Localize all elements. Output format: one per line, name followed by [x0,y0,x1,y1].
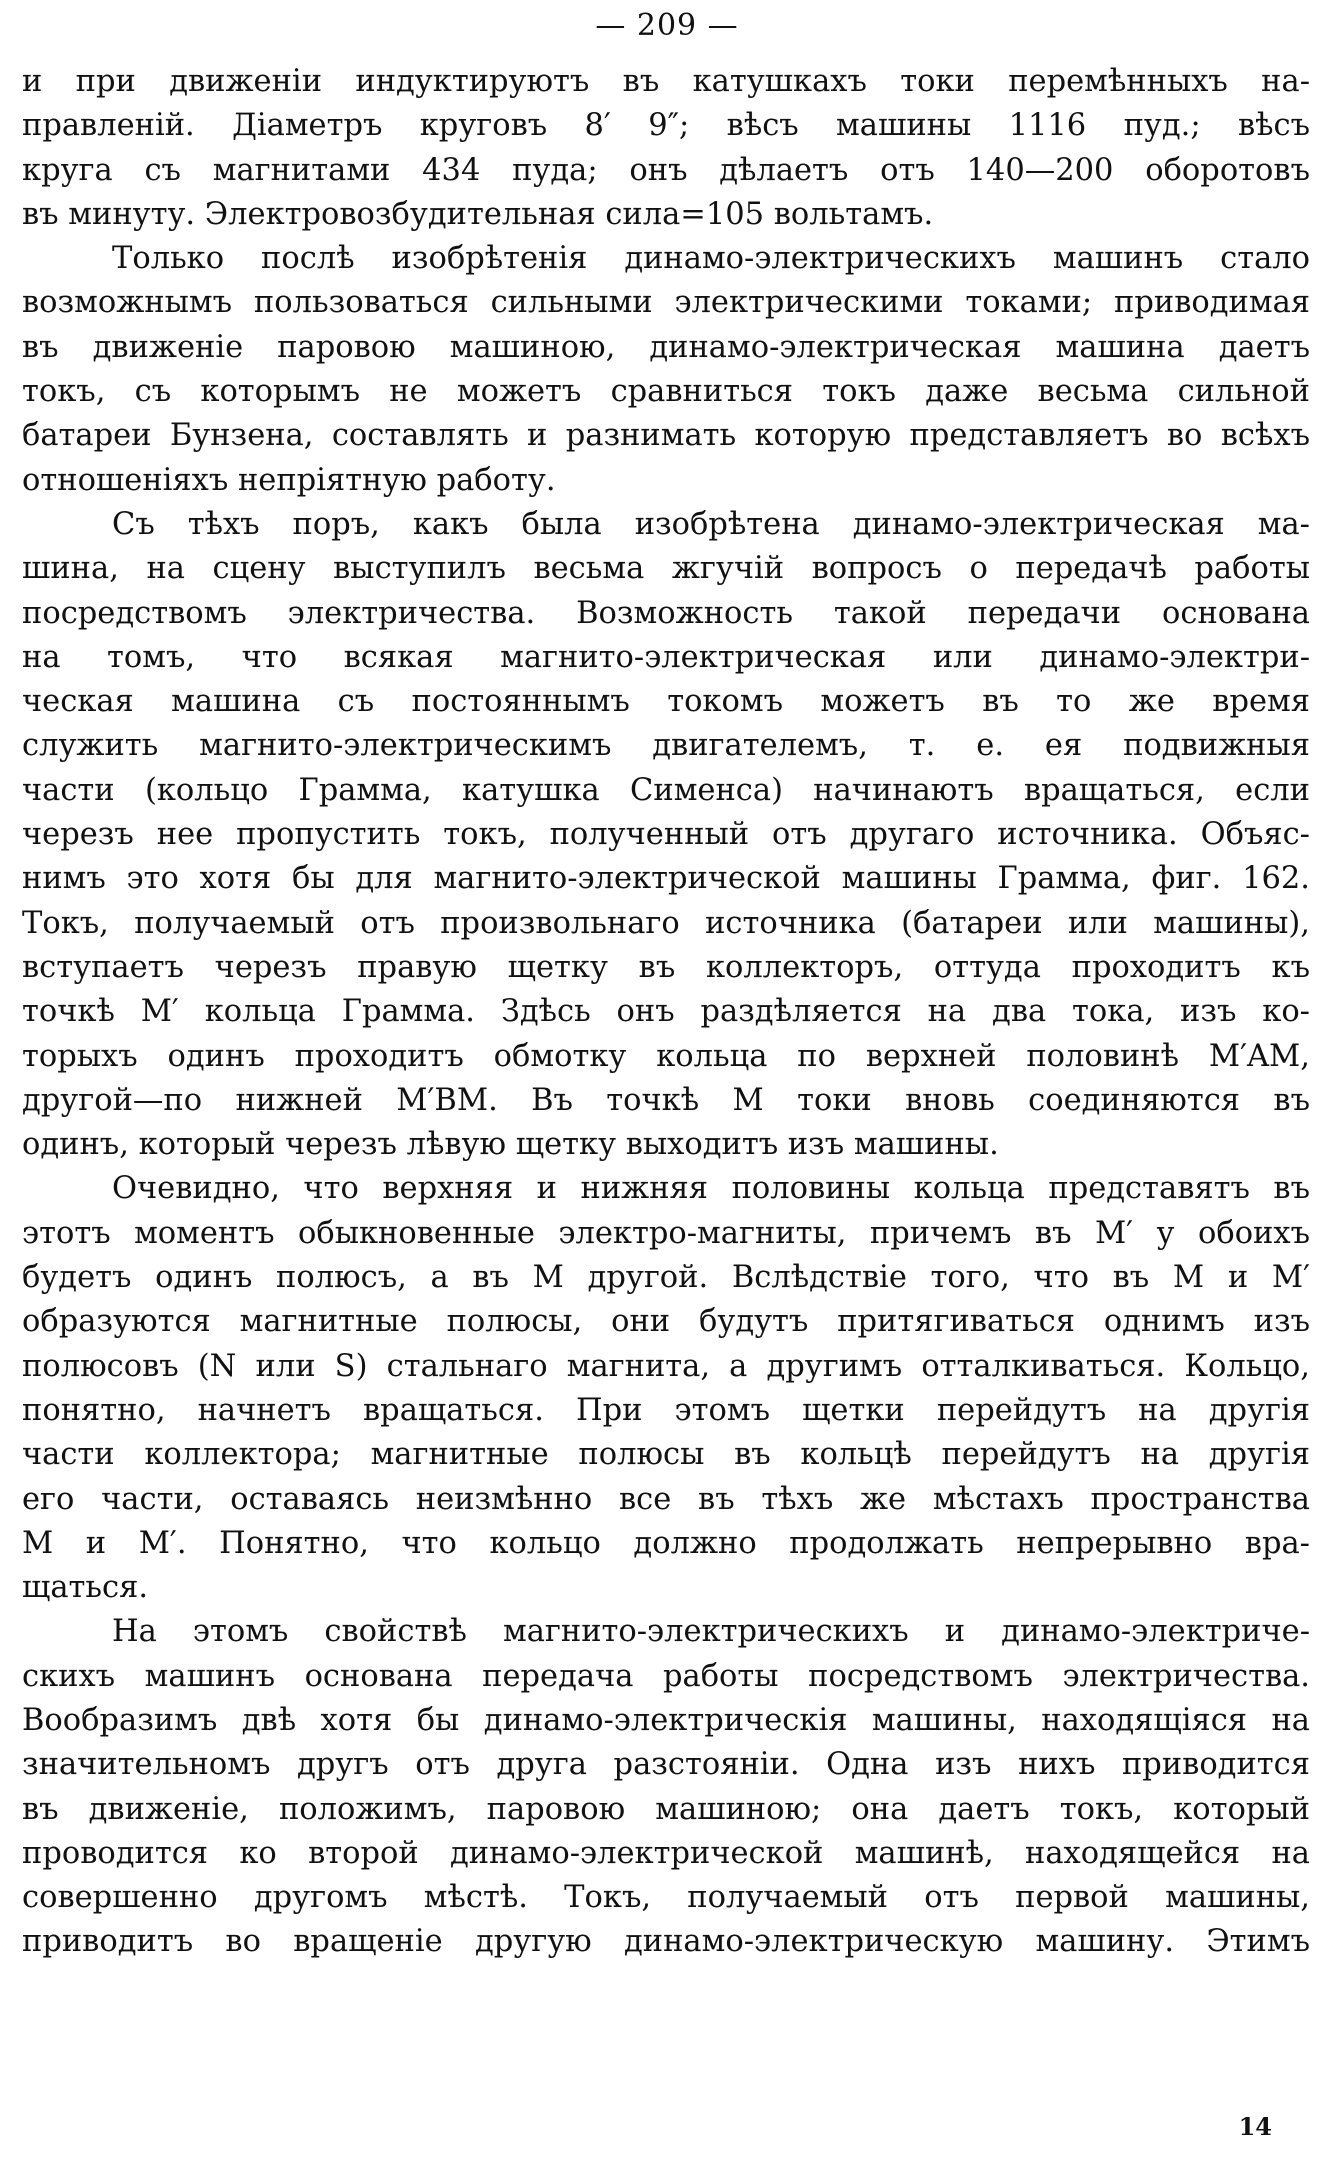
text-line: точкѣ M′ кольца Грамма. Здѣсь онъ раздѣляется на два тока, изъ ко- [22,994,1310,1030]
text-line: нимъ это хотя бы для магнито-электрической машины Грамма, фиг. 162. [22,861,1310,897]
signature-mark: 14 [1238,2112,1272,2141]
text-line: круга съ магнитами 434 пуда; онъ дѣлаетъ отъ 140—200 оборотовъ [22,152,1310,188]
paragraph-3 [22,503,1310,1167]
text-line: совершенно другомъ мѣстѣ. Токъ, получаемый отъ первой машины, [22,1880,1310,1916]
paragraph-4 [22,1167,1310,1610]
body-text [22,60,1310,1965]
text-line: токъ, съ которымъ не можетъ сравниться токъ даже весьма сильной [22,374,1310,410]
text-line: ческая машина съ постояннымъ токомъ можетъ въ то же время [22,684,1310,720]
text-line: Съ тѣхъ поръ, какъ была изобрѣтена динамо-электрическая ма- [112,506,1310,542]
text-line: На этомъ свойствѣ магнито-электрическихъ и динамо-электриче- [112,1614,1310,1650]
text-line: Только послѣ изобрѣтенія динамо-электрическихъ машинъ стало [112,241,1310,277]
text-line: щаться. [22,1570,149,1606]
text-line: Токъ, получаемый отъ произвольнаго источника (батареи или машины), [22,905,1310,941]
text-line: и при движеніи индуктируютъ въ катушкахъ токи перемѣнныхъ на- [22,64,1310,99]
text-line: скихъ машинъ основана передача работы посредствомъ электричества. [22,1658,1310,1694]
paragraph-2 [22,237,1310,503]
text-line: посредствомъ электричества. Возможность такой передачи основана [22,595,1310,631]
text-line: M и M′. Понятно, что кольцо должно продолжать непрерывно вра- [22,1525,1310,1561]
text-line: одинъ, который черезъ лѣвую щетку выходитъ изъ машины. [22,1127,999,1163]
text-line: въ минуту. Электровозбудительная сила=105 вольтамъ. [22,196,934,232]
text-line: образуются магнитные полюсы, они будутъ притягиваться однимъ изъ [22,1304,1310,1340]
text-line: вступаетъ черезъ правую щетку въ коллекторъ, оттуда проходитъ къ [22,949,1310,985]
text-line: приводитъ во вращеніе другую динамо-электрическую машину. Этимъ [22,1924,1310,1960]
paragraph-5 [22,1610,1310,1964]
text-line: въ движеніе паровою машиною, динамо-электрическая машина даетъ [22,329,1310,365]
text-line: въ движеніе, положимъ, паровою машиною; она даетъ токъ, который [22,1791,1310,1827]
text-line: шина, на сцену выступилъ весьма жгучій вопросъ о передачѣ работы [22,551,1310,587]
page-number: — 209 — [595,8,739,43]
text-line: понятно, начнетъ вращаться. При этомъ щетки перейдутъ на другія [22,1392,1310,1428]
text-line: будетъ одинъ полюсъ, а въ M другой. Вслѣдствіе того, что въ M и M′ [22,1260,1310,1296]
text-line: другой—по нижней M′BM. Въ точкѣ M токи вновь соединяются въ [22,1082,1310,1118]
text-line: значительномъ другъ отъ друга разстояніи. Одна изъ нихъ приводится [22,1747,1310,1783]
paragraph-1 [22,60,1310,237]
text-line: батареи Бунзена, составлять и разнимать которую представляетъ во всѣхъ [22,418,1310,454]
text-line: полюсовъ (N или S) стальнаго магнита, а другимъ отталкиваться. Кольцо, [22,1348,1310,1384]
text-line: Очевидно, что верхняя и нижняя половины кольца представятъ въ [112,1171,1310,1207]
text-line: торыхъ одинъ проходитъ обмотку кольца по верхней половинѣ M′AM, [22,1038,1310,1074]
text-line: правленій. Діаметръ круговъ 8′ 9″; вѣсъ машины 1116 пуд.; вѣсъ [22,108,1310,144]
text-line: отношеніяхъ непріятную работу. [22,462,556,498]
text-line: служить магнито-электрическимъ двигателемъ, т. е. ея подвижныя [22,728,1310,764]
text-line: части коллектора; магнитные полюсы въ кольцѣ перейдутъ на другія [22,1437,1310,1473]
text-line: на томъ, что всякая магнито-электрическая или динамо-электри- [22,639,1310,675]
text-line: проводится ко второй динамо-электрической машинѣ, находящейся на [22,1835,1310,1871]
text-line: его части, оставаясь неизмѣнно все въ тѣхъ же мѣстахъ пространства [22,1481,1310,1517]
text-line: Вообразимъ двѣ хотя бы динамо-электрическія машины, находящіяся на [22,1702,1310,1738]
text-line: возможнымъ пользоваться сильными электрическими токами; приводимая [22,285,1310,321]
text-line: этотъ моментъ обыкновенные электро-магниты, причемъ въ M′ у обоихъ [22,1215,1310,1251]
text-line: черезъ нее пропустить токъ, полученный отъ другаго источника. Объяс- [22,817,1310,853]
text-line: части (кольцо Грамма, катушка Сименса) начинаютъ вращаться, если [22,772,1310,808]
